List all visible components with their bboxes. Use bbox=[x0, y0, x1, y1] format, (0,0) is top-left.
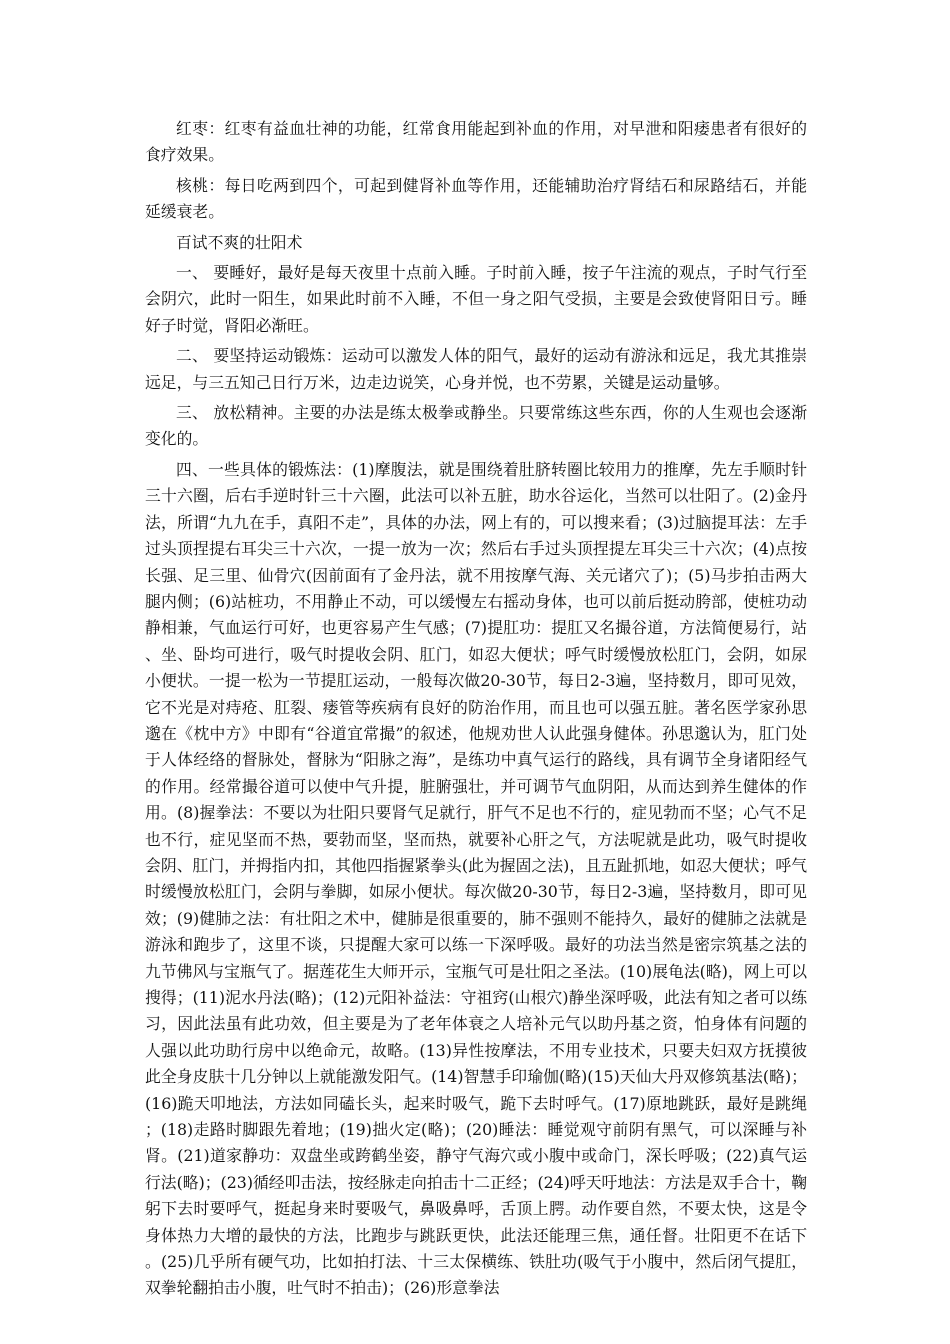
paragraph-item-3: 三、 放松精神。主要的办法是练太极拳或静坐。只要常练这些东西，你的人生观也会逐渐变化的。 bbox=[145, 403, 807, 449]
paragraph-hongzao: 红枣：红枣有益血壮神的功能，红常食用能起到补血的作用，对早泄和阳痿患者有很好的食疗效果。 bbox=[145, 119, 807, 165]
paragraph-item-1: 一、 要睡好，最好是每天夜里十点前入睡。子时前入睡，按子午注流的观点，子时气行至会阴穴，此时一阳生，如果此时前不入睡，不但一身之阳气受损，主要是会致使肾阳日亏。睡好子时觉，肾阳必渐旺。 bbox=[145, 263, 807, 335]
paragraph-item-2: 二、 要坚持运动锻炼：运动可以激发人体的阳气，最好的运动有游泳和远足，我尤其推崇远足，与三五知己日行万米，边走边说笑，心身并悦，也不劳累，关键是运动量够。 bbox=[145, 346, 807, 392]
section-heading: 百试不爽的壮阳术 bbox=[176, 232, 303, 252]
document-body bbox=[145, 116, 807, 1302]
paragraph-item-4: 四、一些具体的锻炼法：(1)摩腹法，就是围绕着肚脐转圈比较用力的推摩，先左手顺时针三十六圈，后右手逆时针三十六圈，此法可以补五脏，助水谷运化，当然可以壮阳了。(2)金丹法，所谓“九九在手，真阳不走”，具体的办法，网上有的，可以搜来看；(3)过脑提耳法：左手过头顶捏提右耳尖三十六次，一提一放为一次；然后右手过头顶捏提左耳尖三十六次；(4)点按长强、足三里、仙骨穴(因前面有了金丹法，就不用按摩气海、关元诸穴了)；(5)马步拍击两大腿内侧；(6)站桩功，不用静止不动，可以缓慢左右摇动身体，也可以前后挺动胯部，使桩功动静相兼，气血运行可好，也更容易产生气感；(7)提肛功：提肛又名撮谷道，方法简便易行，站、坐、卧均可进行，吸气时提收会阴、肛门，如忍大便状；呼气时缓慢放松肛门，会阴，如尿小便状。一提一松为一节提肛运动，一般每次做20-30节，每日2-3遍，坚持数月，即可见效，它不光是对痔疮、肛裂、瘘管等疾病有良好的防治作用，而且也可以强五脏。著名医学家孙思邈在《枕中方》中即有“谷道宜常撮”的叙述，他规劝世人认此强身健体。孙思邈认为，肛门处于人体经络的督脉处，督脉为“阳脉之海”，是练功中真气运行的路线，具有调节全身诸阳经气的作用。经常撮谷道可以使中气升提，脏腑强壮，并可调节气血阴阳，从而达到养生健体的作用。(8)握拳法：不要以为壮阳只要肾气足就行，肝气不足也不行的，症见勃而不坚；心气不足也不行，症见坚而不热，要勃而坚，坚而热，就要补心肝之气，方法呢就是此功，吸气时提收会阴、肛门，并拇指内扣，其他四指握紧拳头(此为握固之法)，且五趾抓地，如忍大便状；呼气时缓慢放松肛门，会阴与拳脚，如尿小便状。每次做20-30节，每日2-3遍，坚持数月，即可见效；(9)健肺之法：有壮阳之术中，健肺是很重要的，肺不强则不能持久，最好的健肺之法就是游泳和跑步了，这里不谈，只提醒大家可以练一下深呼吸。最好的功法当然是密宗筑基之法的九节佛风与宝瓶气了。据莲花生大师开示，宝瓶气可是壮阳之圣法。(10)展龟法(略)，网上可以搜得；(11)泥水丹法(略)；(12)元阳补益法：守祖窍(山根穴)静坐深呼吸，此法有知之者可以练习，因此法虽有此功效，但主要是为了老年体衰之人培补元气以助丹基之资，怕身体有问题的人强以此功助行房中以绝命元，故略。(13)异性按摩法，不用专业技术，只要夫妇双方抚摸彼此全身皮肤十几分钟以上就能激发阳气。(14)智慧手印瑜伽(略)(15)天仙大丹双修筑基法(略)；(16)跪天叩地法，方法如同磕长头，起来时吸气，跪下去时呼气。(17)原地跳跃，最好是跳绳；(18)走路时脚跟先着地；(19)拙火定(略)；(20)睡法：睡觉观守前阴有黑气，可以深睡与补肾。(21)道家静功：双盘坐或跨鹤坐姿，静守气海穴或小腹中或命门，深长呼吸；(22)真气运行法(略)；(23)循经叩击法，按经脉走向拍击十二正经；(24)呼天吁地法：方法是双手合十，鞠躬下去时要呼气，挺起身来时要吸气，鼻吸鼻呼，舌顶上腭。动作要自然，不要太快，这是令身体热力大增的最快的方法，比跑步与跳跃更快，此法还能理三焦，通任督。壮阳更不在话下。(25)几乎所有硬气功，比如拍打法、十三太保横练、铁肚功(吸气于小腹中，然后闭气提肛，双拳轮翻拍击小腹，吐气时不拍击)；(26)形意拳法 bbox=[145, 459, 807, 1298]
paragraph-hetao: 核桃：每日吃两到四个，可起到健肾补血等作用，还能辅助治疗肾结石和尿路结石，并能延缓衰老。 bbox=[145, 175, 807, 222]
